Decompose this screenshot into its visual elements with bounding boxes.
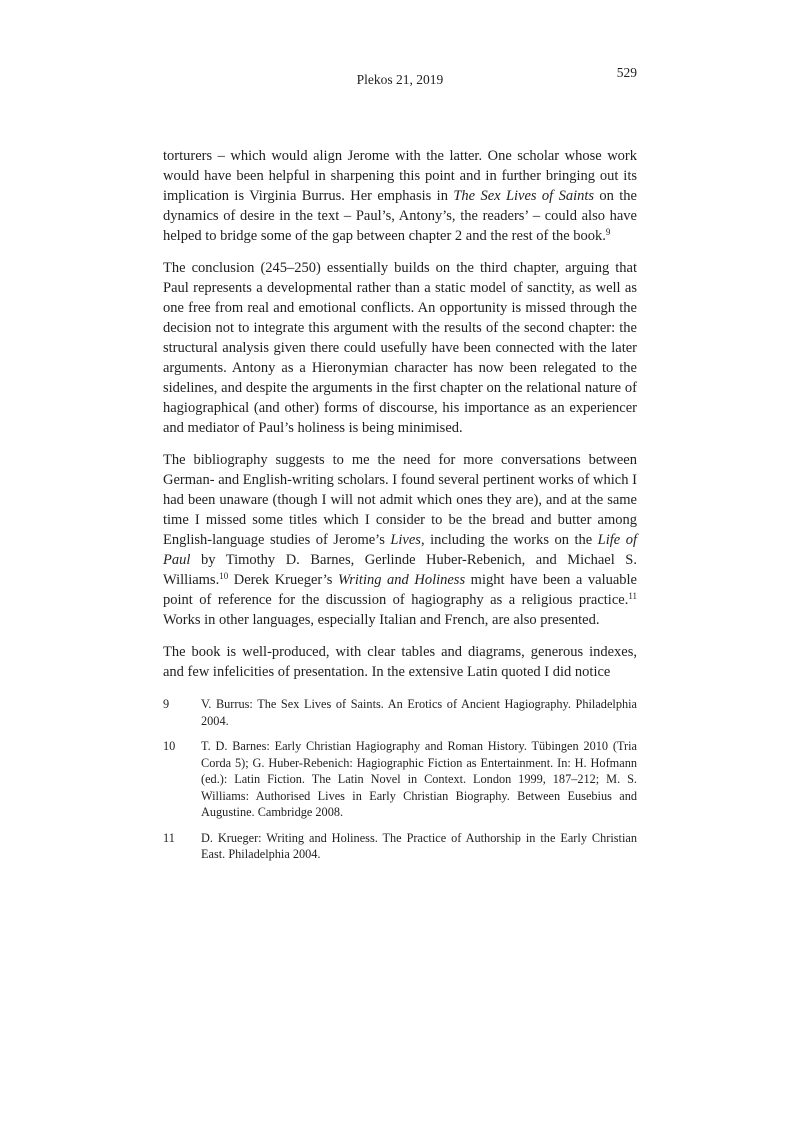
footnote-text: D. Krueger: Writing and Holiness. The Practice of Authorship in the Early Christian East. Philadelphia 2004. [201,830,637,861]
footnote [163,830,637,863]
text-run: Derek Krueger’s [228,572,338,588]
footnote-number: 11 [163,830,175,845]
footnote-marker-10: 10 [219,571,229,582]
body-text [163,146,637,682]
page-header [163,65,637,88]
footnote-number: 9 [163,697,170,711]
text-run: Works in other languages, especially Italian and French, are also presented. [163,612,600,628]
footnotes-section [163,696,637,863]
book-title-italic: Lives [390,532,421,548]
footnote [163,696,637,729]
footnote-marker-9: 9 [605,227,611,238]
book-title-italic: The Sex Lives of Saints [453,188,595,204]
footnote-text: T. D. Barnes: Early Christian Hagiography and Roman History. Tübingen 2010 (Tria Corda 5); G. Huber-Rebenich: Hagiographic Fiction as Entertainment. In: H. Hofmann (ed.): Latin Fiction. The Latin Novel in Context. London 1999, 187–212; M. S. Williams: Authorised Lives in Early Christian Biography. Between Eusebius and Augustine. Cambridge 2008. [201,739,637,819]
text-run: The book is well-produced, with clear tables and diagrams, generous indexes, and few infelicities of presentation. In the extensive Latin quoted I did notice [163,644,637,680]
text-run: The conclusion (245–250) essentially builds on the third chapter, arguing that Paul represents a developmental rather than a static model of sanctity, as well as one free from real and emotional conflicts. An opportunity is missed through the decision not to integrate this argument with the results of the second chapter: the structural analysis given there could usefully have been connected with the later arguments. Antony as a Hieronymian character has now been relegated to the sidelines, and despite the arguments in the first chapter on the relational nature of hagiographical (and other) forms of discourse, his importance as an experiencer and mediator of Paul’s holiness is being minimised. [163,260,637,436]
book-title-italic: Life of Paul [163,532,637,568]
footnote-number: 10 [163,739,176,753]
text-column [163,146,637,863]
text-run: The bibliography suggests to me the need for more conversations between German- and English-writing scholars. I found several pertinent works of which I had been unaware (though I will not admit which ones they are), and at the same time I missed some titles which I consider to be the bread and butter among English-language studies of Jerome’s [163,452,637,548]
paragraph-1 [163,146,637,246]
text-run: on the dynamics of desire in the text – Paul’s, Antony’s, the readers’ – could also have helped to bridge some of the gap between chapter 2 and the rest of the book. [163,188,637,244]
page-number: 529 [616,65,637,80]
paragraph-3 [163,450,637,630]
journal-title: Plekos 21, 2019 [356,72,444,87]
paragraph-2 [163,258,637,438]
text-run: , including the works on the [420,532,598,548]
paragraph-4 [163,642,637,682]
footnote [163,738,637,821]
book-title-italic: Writing and Holiness [337,572,466,588]
footnote-text: V. Burrus: The Sex Lives of Saints. An Erotics of Ancient Hagiography. Philadelphia 2004. [201,697,637,728]
footnote-marker-11: 11 [628,591,637,602]
text-run: by Timothy D. Barnes, Gerlinde Huber-Rebenich, and Michael S. Williams. [163,552,637,588]
text-run: torturers – which would align Jerome with the latter. One scholar whose work would have been helpful in sharpening this point and in further bringing out its implication is Virginia Burrus. Her emphasis in [163,148,637,204]
text-run: might have been a valuable point of reference for the discussion of hagiography as a religious practice. [163,572,637,608]
